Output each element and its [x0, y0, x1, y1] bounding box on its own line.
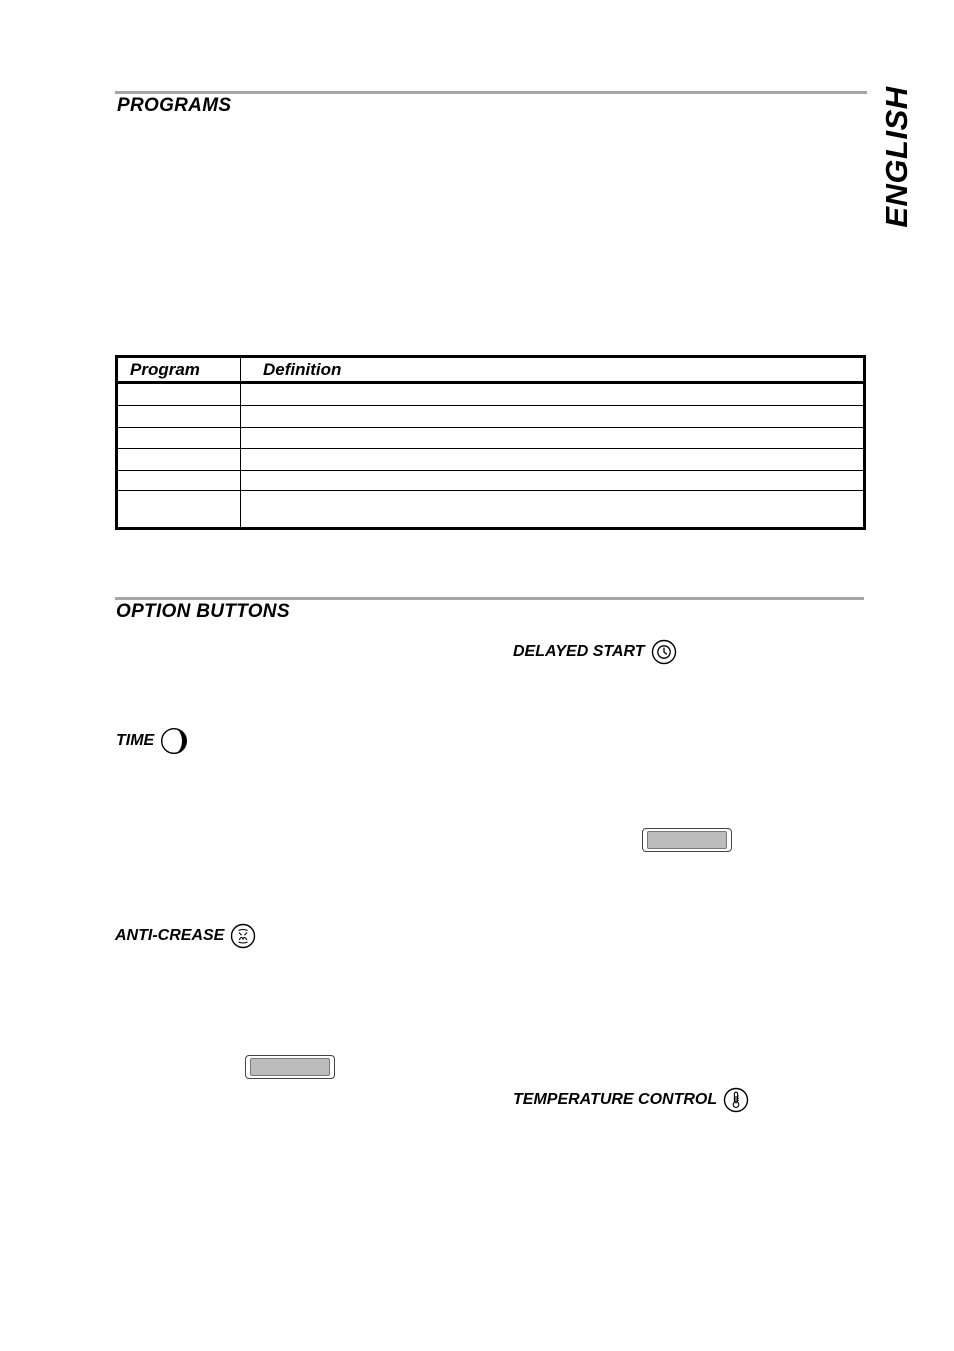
options-rule: [115, 597, 864, 600]
clock-icon: [651, 639, 677, 665]
table-header-row: [117, 357, 865, 383]
table-cell-program: [117, 449, 241, 471]
table-cell-definition: [241, 449, 865, 471]
table-header-definition: Definition: [241, 357, 865, 383]
anti-crease-label: ANTI-CREASE: [115, 927, 225, 944]
table-cell-definition: [241, 428, 865, 449]
table-row: [117, 449, 865, 471]
table-row: [117, 428, 865, 449]
options-heading: OPTION BUTTONS: [116, 601, 290, 622]
table-cell-definition: [241, 406, 865, 428]
programs-heading: PROGRAMS: [117, 95, 232, 116]
delayed-start-option: [513, 639, 677, 665]
table-row: [117, 471, 865, 491]
language-tab-label: ENGLISH: [879, 86, 914, 228]
table-cell-program: [117, 491, 241, 529]
table-header-program: Program: [117, 357, 241, 383]
time-label: TIME: [116, 732, 155, 749]
programs-rule: [115, 91, 867, 94]
delayed-start-label: DELAYED START: [513, 643, 645, 660]
table-cell-program: [117, 471, 241, 491]
table-row: [117, 491, 865, 529]
table-cell-definition: [241, 383, 865, 406]
temperature-control-label: TEMPERATURE CONTROL: [513, 1091, 718, 1108]
table-cell-program: [117, 383, 241, 406]
temperature-control-option: [513, 1087, 749, 1113]
table-cell-definition: [241, 491, 865, 529]
table-row: [117, 406, 865, 428]
thermometer-icon: [723, 1087, 749, 1113]
table-cell-definition: [241, 471, 865, 491]
table-cell-program: [117, 428, 241, 449]
option-button-graphic: [245, 1055, 335, 1079]
anti-crease-option: [115, 923, 256, 949]
programs-table: [115, 355, 866, 530]
table-cell-program: [117, 406, 241, 428]
option-button-graphic: [642, 828, 732, 852]
language-tab: [873, 82, 921, 232]
time-option: [116, 727, 188, 755]
anti-crease-icon: [230, 923, 256, 949]
table-row: [117, 383, 865, 406]
half-moon-icon: [160, 727, 188, 755]
